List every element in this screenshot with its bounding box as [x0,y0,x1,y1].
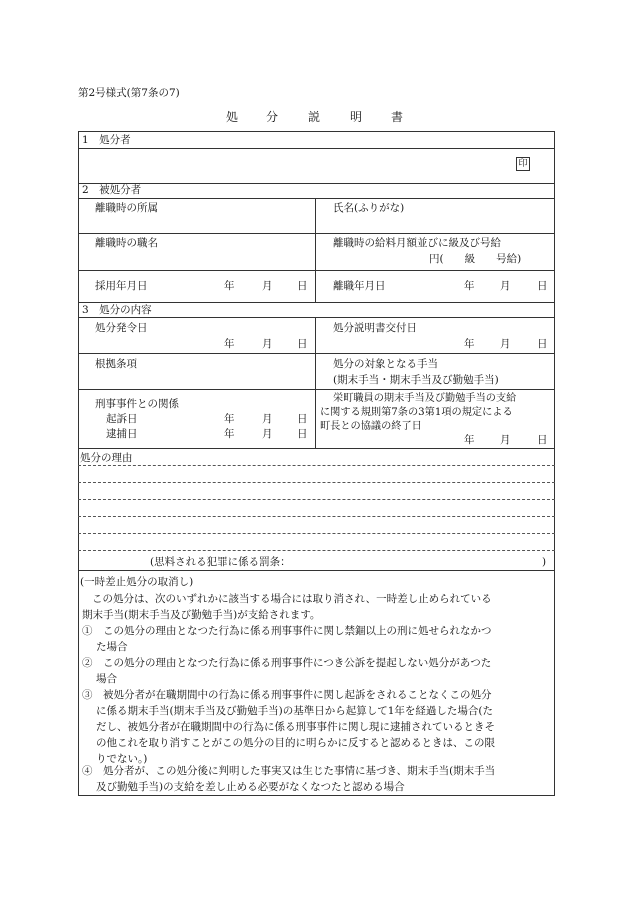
row-divider [78,353,555,354]
notes-heading: (一時差止処分の取消し) [80,576,194,588]
title-char: 説 [308,110,321,124]
section3-heading: 3 処分の内容 [82,304,152,316]
indicted-month-unit: 月 [262,413,273,425]
note-item-3: だし、被処分者が在職期間中の行為に係る刑事事件に関し現に逮捕されているときそ [96,721,495,733]
notice-year-unit: 年 [464,338,475,350]
basis-label: 根拠条項 [95,358,137,370]
consultation-line: 町長との協議の終了日 [320,421,422,432]
decision-month-unit: 月 [262,338,273,350]
note-item-4: 及び勤勉手当)の支給を差し止める必要がなくなつたと認める場合 [96,781,405,793]
decision-date-label: 処分発令日 [95,322,148,334]
reason-line [78,550,555,551]
notice-month-unit: 月 [500,338,511,350]
reason-heading: 処分の理由 [80,452,133,464]
note-item-2: ② この処分の理由となつた行為に係る刑事事件につき公訴を提起しない処分があつた [82,657,492,669]
hired-day-unit: 日 [297,280,308,292]
row-divider [78,302,555,303]
indicted-day-unit: 日 [297,413,308,425]
name-label: 氏名(ふりがな) [333,202,405,214]
reason-line [78,516,555,517]
row-divider [78,448,555,449]
row-divider [78,198,555,199]
note-item-3: に係る期末手当(期末手当及び勤勉手当)の基準日から起算して1年を経過した場合(た [96,705,493,717]
decision-day-unit: 日 [297,338,308,350]
reason-line [78,499,555,500]
arrested-day-unit: 日 [297,428,308,440]
reason-line [78,533,555,534]
notes-intro: 期末手当(期末手当及び勤勉手当)が支給されます。 [82,609,321,621]
note-item-3: ③ 被処分者が在職期間中の行為に係る刑事事件に関し起訴をされることなくこの処分 [82,689,492,701]
arrested-month-unit: 月 [262,428,273,440]
crime-articles-close: ) [542,556,547,568]
title-char: 分 [266,110,279,124]
left-day-unit: 日 [537,280,548,292]
affiliation-label: 離職時の所属 [95,202,158,214]
consult-year-unit: 年 [464,434,475,446]
salary-units: 円( 級 号給) [429,253,522,265]
hired-date-label: 採用年月日 [95,280,148,292]
note-item-1: た場合 [96,641,128,653]
title-char: 明 [350,110,363,124]
seal-mark: 印 [516,157,530,171]
consult-month-unit: 月 [500,434,511,446]
note-item-4: ④ 処分者が、この処分後に判明した事実又は生じた事情に基づき、期末手当(期末手当 [82,765,496,777]
note-item-1: ① この処分の理由となつた行為に係る刑事事件に関し禁錮以上の刑に処せられなかつ [82,625,492,637]
allowance-label: 処分の対象となる手当 [333,358,438,370]
hired-month-unit: 月 [262,280,273,292]
left-date-label: 離職年月日 [333,280,386,292]
position-label: 離職時の職名 [95,237,158,249]
row-divider [78,317,555,318]
left-month-unit: 月 [500,280,511,292]
title-char: 処 [226,110,239,124]
reason-line [78,482,555,483]
section1-heading: 1 処分者 [82,134,131,146]
column-divider [315,198,316,270]
allowance-options: (期末手当・期末手当及び勤勉手当) [333,374,499,386]
reason-line [78,465,555,466]
decision-year-unit: 年 [224,338,235,350]
note-item-3: りでない。) [96,753,148,765]
salary-label: 離職時の給料月額並びに級及び号給 [333,237,501,249]
note-item-3: の他これを取り消すことがこの処分の目的に明らかに反すると認めるときは、この限 [96,737,495,749]
column-divider [315,317,316,448]
column-divider [315,270,316,302]
indicted-year-unit: 年 [224,413,235,425]
row-divider [78,270,555,271]
left-year-unit: 年 [464,280,475,292]
hired-year-unit: 年 [224,280,235,292]
criminal-case-label: 刑事事件との関係 [95,398,179,410]
section2-heading: 2 被処分者 [82,184,142,196]
note-item-2: 場合 [96,673,117,685]
consult-day-unit: 日 [537,434,548,446]
notes-intro: この処分は、次のいずれかに該当する場合には取り消され、一時差し止められている [92,593,492,605]
row-divider [78,148,555,149]
form-label: 第2号様式(第7条の7) [78,87,180,99]
indicted-label: 起訴日 [106,413,138,425]
row-divider [78,233,555,234]
crime-articles-label: (思料される犯罪に係る罰条： [150,556,291,568]
consultation-line: に関する規則第7条の3第1項の規定による [320,407,513,418]
consultation-line: 栄町職員の期末手当及び勤勉手当の支給 [333,393,517,404]
notice-date-label: 処分説明書交付日 [333,322,417,334]
arrested-label: 逮捕日 [106,428,138,440]
title-char: 書 [391,110,404,124]
arrested-year-unit: 年 [224,428,235,440]
row-divider [78,570,555,571]
row-divider [78,389,555,390]
notice-day-unit: 日 [537,338,548,350]
row-divider [78,183,555,184]
